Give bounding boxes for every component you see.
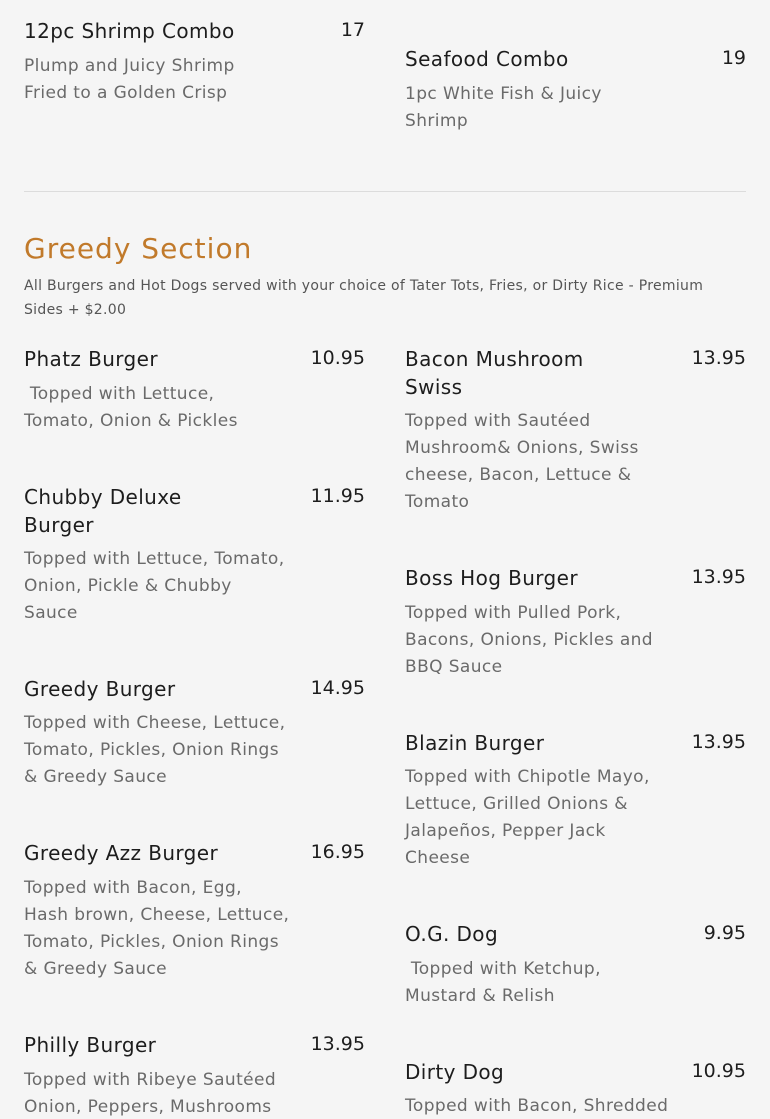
item-description: 1pc White Fish & Juicy Shrimp [405, 84, 602, 131]
item-name: O.G. Dog [405, 922, 499, 946]
item-description: Topped with Lettuce, Tomato, Onion & Pickles [24, 384, 238, 431]
item-price: 13.95 [691, 566, 746, 588]
menu-item-greedy-burger[interactable] [24, 675, 365, 795]
item-description: Topped with Ribeye Sautéed Onion, Peppers, Mushrooms [24, 1070, 277, 1117]
menu-item-phatz-burger[interactable] [24, 345, 365, 445]
menu-item-bacon-mushroom-swiss[interactable] [405, 345, 746, 525]
item-price: 13.95 [691, 347, 746, 369]
section-title: Greedy Section [24, 232, 253, 265]
item-description: Topped with Ketchup, Mustard & Relish [405, 959, 601, 1006]
menu-item-shrimp-combo[interactable] [24, 17, 365, 117]
item-description: Topped with Chipotle Mayo, Lettuce, Grilled Onions & Jalapeños, Pepper Jack Cheese [405, 767, 650, 868]
item-name: Seafood Combo [405, 47, 569, 71]
item-price: 9.95 [703, 922, 746, 944]
item-description: Topped with Sautéed Mushroom& Onions, Swiss cheese, Bacon, Lettuce & Tomato [405, 411, 639, 512]
menu-item-greedy-azz-burger[interactable] [24, 839, 365, 989]
item-price: 17 [340, 19, 365, 41]
item-name: Greedy Burger [24, 677, 176, 701]
item-description: Plump and Juicy Shrimp Fried to a Golden Crisp [24, 56, 235, 103]
item-price: 13.95 [691, 731, 746, 753]
item-description: Topped with Cheese, Lettuce, Tomato, Pickles, Onion Rings & Greedy Sauce [24, 713, 286, 787]
item-name: Bacon Mushroom Swiss [405, 347, 584, 399]
item-description: Topped with Bacon, Egg, Hash brown, Cheese, Lettuce, Tomato, Pickles, Onion Rings & Greedy Sauce [24, 878, 290, 979]
item-name: Blazin Burger [405, 731, 545, 755]
item-description: Topped with Lettuce, Tomato, Onion, Pickle & Chubby Sauce [24, 549, 285, 623]
menu-item-blazin-burger[interactable] [405, 729, 746, 879]
menu-item-dirty-dog[interactable] [405, 1058, 746, 1119]
menu-item-philly-burger[interactable] [24, 1031, 365, 1119]
section-description: All Burgers and Hot Dogs served with your choice of Tater Tots, Fries, or Dirty Rice - Premium Sides + $2.00 [24, 278, 704, 318]
section-divider [24, 191, 746, 192]
item-name: 12pc Shrimp Combo [24, 19, 235, 43]
item-name: Philly Burger [24, 1033, 157, 1057]
menu-item-chubby-deluxe-burger[interactable] [24, 483, 365, 633]
item-name: Boss Hog Burger [405, 566, 578, 590]
item-description: Topped with Bacon, Shredded [405, 1096, 669, 1116]
menu-item-boss-hog-burger[interactable] [405, 564, 746, 684]
item-price: 13.95 [310, 1033, 365, 1055]
item-description: Topped with Pulled Pork, Bacons, Onions, Pickles and BBQ Sauce [405, 603, 654, 677]
item-price: 10.95 [310, 347, 365, 369]
item-price: 14.95 [310, 677, 365, 699]
item-name: Dirty Dog [405, 1060, 505, 1084]
item-price: 11.95 [310, 485, 365, 507]
item-price: 10.95 [691, 1060, 746, 1082]
item-name: Chubby Deluxe Burger [24, 485, 182, 537]
item-price: 16.95 [310, 841, 365, 863]
item-name: Greedy Azz Burger [24, 841, 219, 865]
item-price: 19 [721, 47, 746, 69]
menu-item-og-dog[interactable] [405, 920, 746, 1020]
item-name: Phatz Burger [24, 347, 158, 371]
menu-item-seafood-combo[interactable] [405, 45, 746, 145]
